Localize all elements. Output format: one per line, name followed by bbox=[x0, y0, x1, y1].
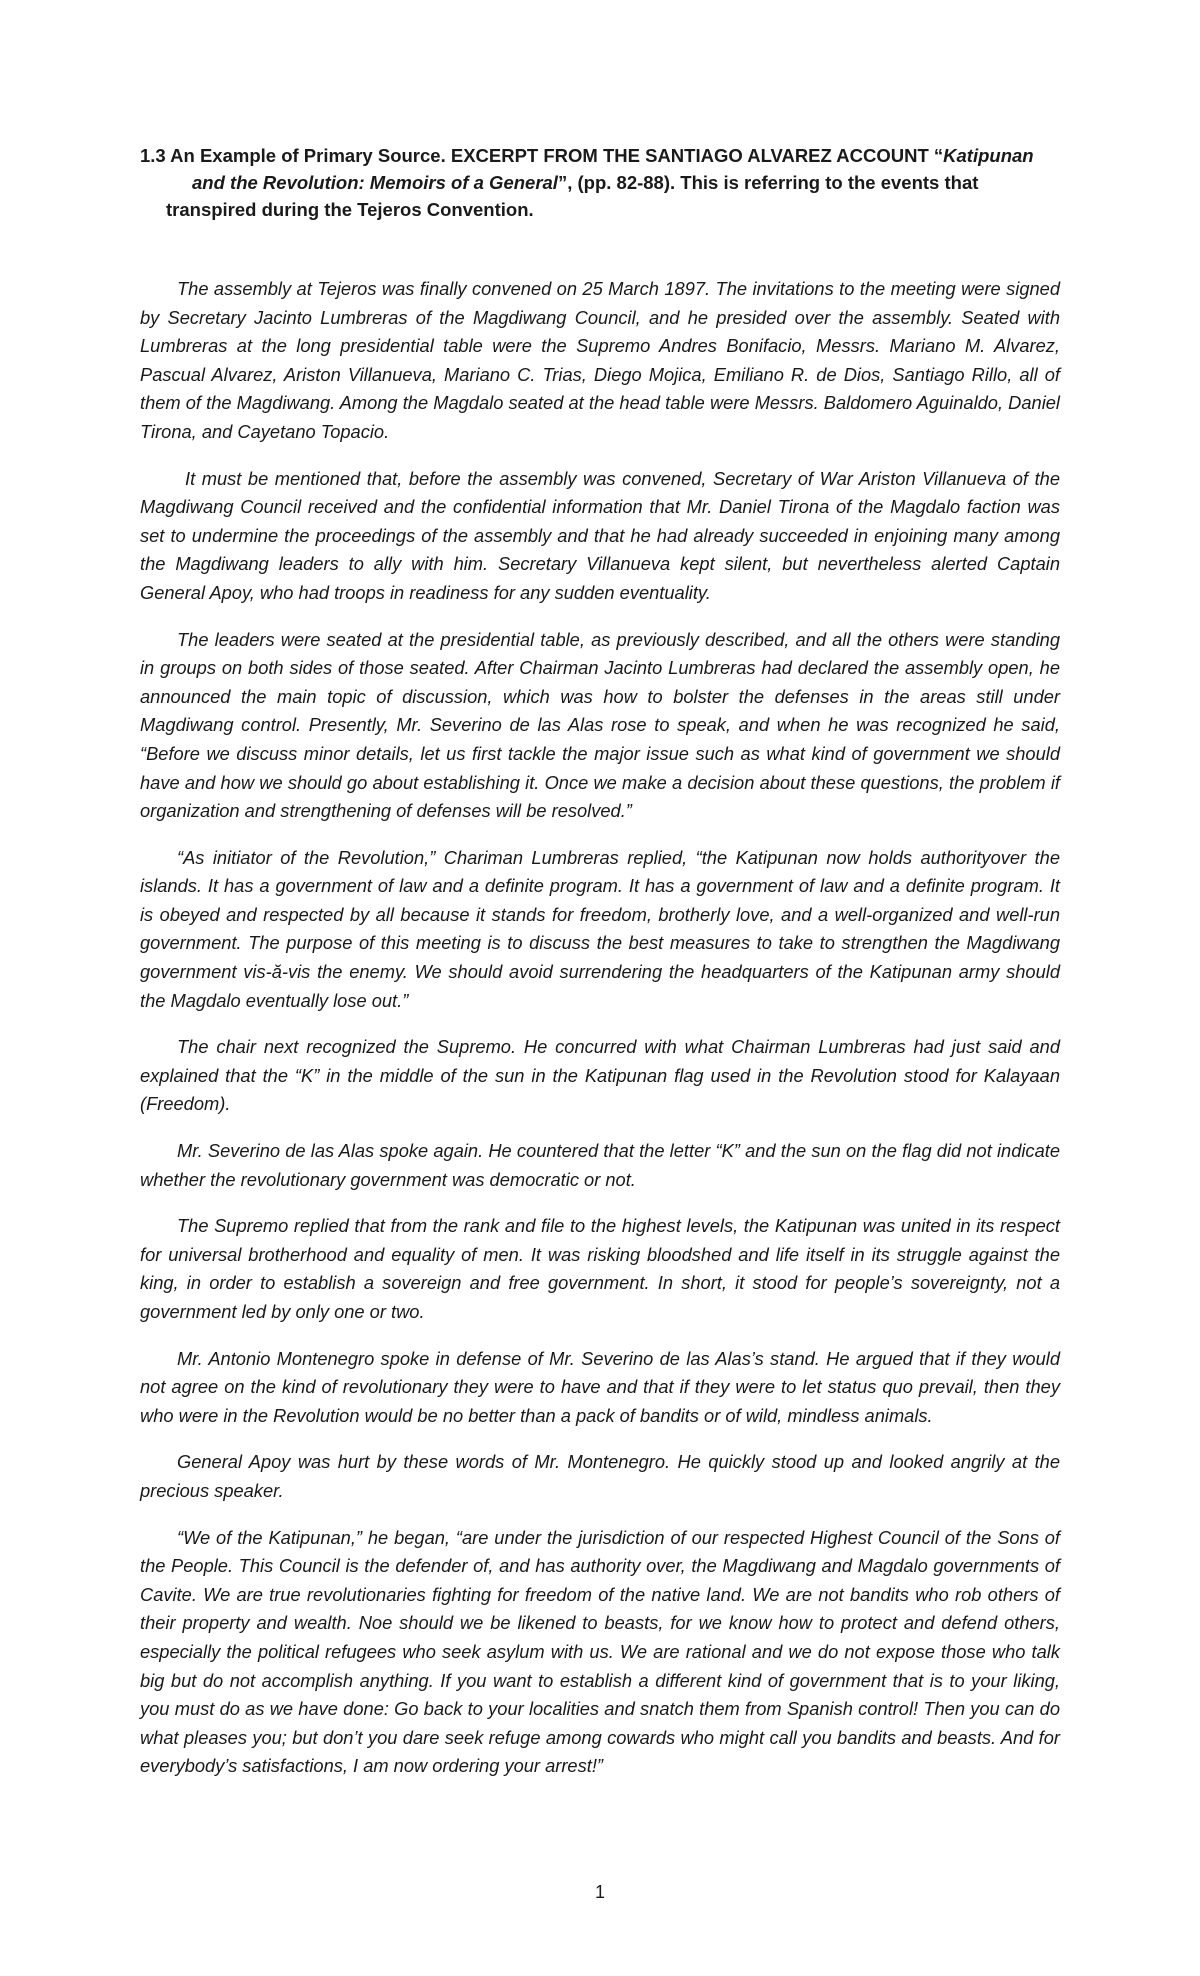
heading-book-title-part-1: Katipunan bbox=[943, 145, 1034, 166]
paragraph-8: Mr. Antonio Montenegro spoke in defense of Mr. Severino de las Alas’s stand. He argued that if they would not agree on the kind of revolutionary they were to have and that if they were to let status quo prevail, then they who were in the Revolution would be no better than a pack of bandits or of wild, mindless animals. bbox=[140, 1347, 1060, 1426]
section-heading bbox=[140, 142, 1060, 223]
heading-line-2 bbox=[140, 169, 1060, 196]
heading-book-title-part-2: and the Revolution: Memoirs of a General bbox=[192, 172, 558, 193]
heading-line-3: transpired during the Tejeros Convention. bbox=[166, 199, 534, 220]
paragraph-10: “We of the Katipunan,” he began, “are under the jurisdiction of our respected Highest Council of the Sons of the People. This Council is the defender of, and has authority over, the Magdiwang and Magdalo governments of Cavite. We are true revolutionaries fighting for freedom of the native land. We are not bandits who rob others of their property and wealth. Noe should we be likened to beasts, for we know how to protect and defend others, especially the political refugees who seek asylum with us. We are rational and we do not expose those who talk big but do not accomplish anything. If you want to establish a different kind of government that is to your liking, you must do as we have done: Go back to your localities and snatch them from Spanish control! Then you can do what pleases you; but don’t you dare seek refuge among cowards who might call you bandits and beasts. And for everybody’s satisfactions, I am now ordering your arrest!” bbox=[140, 1526, 1060, 1777]
paragraph-5: The chair next recognized the Supremo. He concurred with what Chairman Lumbreras had just said and explained that the “K” in the middle of the sun in the Katipunan flag used in the Revolution stood for Kalayaan (Freedom). bbox=[140, 1036, 1060, 1115]
paragraph-6: Mr. Severino de las Alas spoke again. He countered that the letter “K” and the sun on the flag did not indicate whether the revolutionary government was democratic or not. bbox=[140, 1140, 1060, 1190]
excerpt-body bbox=[140, 275, 1060, 1799]
heading-prefix: 1.3 An Example of Primary Source. EXCERPT FROM THE SANTIAGO ALVAREZ ACCOUNT “ bbox=[140, 145, 944, 166]
paragraph-1: The assembly at Tejeros was finally convened on 25 March 1897. The invitations to the meeting were signed by Secretary Jacinto Lumbreras of the Magdiwang Council, and he presided over the assembly. Seated with Lumbreras at the long presidential table were the Supremo Andres Bonifacio, Messrs. Mariano M. Alvarez, Pascual Alvarez, Ariston Villanueva, Mariano C. Trias, Diego Mojica, Emiliano R. de Dios, Santiago Rillo, all of them of the Magdiwang. Among the Magdalo seated at the head table were Messrs. Baldomero Aguinaldo, Daniel Tirona, and Cayetano Topacio. bbox=[140, 278, 1060, 442]
paragraph-9: General Apoy was hurt by these words of Mr. Montenegro. He quickly stood up and looked angrily at the precious speaker. bbox=[140, 1451, 1060, 1501]
page-number: 1 bbox=[594, 1882, 605, 1902]
paragraph-7: The Supremo replied that from the rank and file to the highest levels, the Katipunan was united in its respect for universal brotherhood and equality of men. It was risking bloodshed and life itself in its struggle against the king, in order to establish a sovereign and free government. In short, it stood for people’s sovereignty, not a government led by only one or two. bbox=[140, 1215, 1060, 1322]
paragraph-3: The leaders were seated at the presidential table, as previously described, and all the others were standing in groups on both sides of those seated. After Chairman Jacinto Lumbreras had declared the assembly open, he announced the main topic of discussion, which was how to bolster the defenses in the areas still under Magdiwang control. Presently, Mr. Severino de las Alas rose to speak, and when he was recognized he said, “Before we discuss minor details, let us first tackle the major issue such as what kind of government we should have and how we should go about establishing it. Once we make a decision about these questions, the problem if organization and strengthening of defenses will be resolved.” bbox=[140, 628, 1060, 822]
heading-suffix: ”, (pp. 82-88). This is referring to the events that bbox=[557, 172, 979, 193]
heading-line-1 bbox=[140, 142, 1060, 169]
paragraph-2: It must be mentioned that, before the assembly was convened, Secretary of War Ariston Villanueva of the Magdiwang Council received and the confidential information that Mr. Daniel Tirona of the Magdalo faction was set to undermine the proceedings of the assembly and that he had already succeeded in enjoining many among the Magdiwang leaders to ally with him. Secretary Villanueva kept silent, but nevertheless alerted Captain General Apoy, who had troops in readiness for any sudden eventuality. bbox=[140, 467, 1060, 603]
paragraph-4: “As initiator of the Revolution,” Chariman Lumbreras replied, “the Katipunan now holds authorityover the islands. It has a government of law and a definite program. It has a government of law and a definite program. It is obeyed and respected by all because it stands for freedom, brotherly love, and a well-organized and well-run government. The purpose of this meeting is to discuss the best measures to take to strengthen the Magdiwang government vis-ă-vis the enemy. We should avoid surrendering the headquarters of the Katipunan army should the Magdalo eventually lose out.” bbox=[140, 846, 1060, 1011]
